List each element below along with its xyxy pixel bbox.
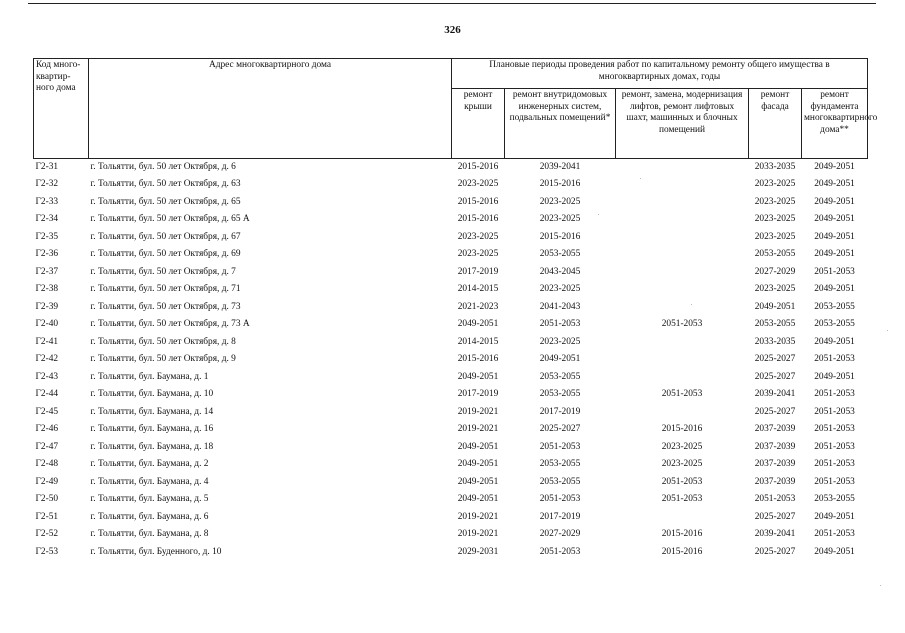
cell-code: Г2-40: [35, 319, 59, 330]
cell-facade: 2025-2027: [754, 406, 796, 417]
cell-facade: 2023-2025: [754, 214, 796, 225]
cell-address: г. Тольятти, бул. 50 лет Октября, д. 71: [90, 284, 241, 295]
cell-address: г. Тольятти, бул. 50 лет Октября, д. 8: [90, 336, 236, 347]
cell-address: г. Тольятти, бул. Баумана, д. 5: [90, 494, 209, 505]
cell-address: г. Тольятти, бул. Баумана, д. 6: [90, 511, 209, 522]
cell-address: г. Тольятти, бул. 50 лет Октября, д. 9: [90, 354, 236, 365]
cell-roof: 2019-2021: [457, 529, 499, 540]
cell-lifts: 2051-2053: [661, 494, 703, 505]
cell-foundation: 2049-2051: [814, 546, 855, 557]
cell-code: Г2-37: [35, 266, 59, 277]
capital-repair-table: [33, 58, 878, 562]
cell-code: Г2-35: [35, 231, 59, 242]
cell-lifts: 2015-2016: [661, 546, 703, 557]
cell-foundation: 2051-2053: [814, 476, 855, 487]
cell-internal-systems: 2017-2019: [539, 511, 581, 522]
cell-foundation: 2053-2055: [814, 319, 855, 330]
cell-code: Г2-49: [35, 476, 59, 487]
cell-code: Г2-44: [35, 389, 59, 400]
table-row: [34, 492, 868, 510]
cell-lifts: [616, 177, 749, 195]
cell-code: Г2-47: [35, 441, 59, 452]
cell-address: г. Тольятти, бул. 50 лет Октября, д. 73 А: [90, 319, 250, 330]
cell-internal-systems: 2053-2055: [539, 459, 581, 470]
table-row: [34, 544, 868, 562]
cell-foundation: 2049-2051: [814, 214, 855, 225]
cell-lifts: [616, 282, 749, 300]
cell-roof: 2015-2016: [457, 214, 499, 225]
cell-facade: 2037-2039: [754, 441, 796, 452]
table-row: [34, 422, 868, 440]
cell-facade: 2053-2055: [754, 249, 796, 260]
cell-roof: 2049-2051: [457, 441, 499, 452]
cell-internal-systems: 2023-2025: [539, 214, 581, 225]
table-row: [34, 282, 868, 300]
cell-foundation: 2049-2051: [814, 336, 855, 347]
cell-address: г. Тольятти, бул. Буденного, д. 10: [90, 546, 222, 557]
cell-lifts: 2015-2016: [661, 529, 703, 540]
cell-facade: 2025-2027: [754, 511, 796, 522]
header-facade: ремонт фасада: [749, 89, 802, 159]
cell-facade: 2051-2053: [754, 494, 796, 505]
cell-lifts: [616, 404, 749, 422]
cell-code: Г2-52: [35, 529, 59, 540]
header-foundation: ремонт фундамента многоквартирного дома**: [802, 89, 868, 159]
cell-lifts: [616, 159, 749, 177]
cell-code: Г2-51: [35, 511, 59, 522]
scan-speck: [691, 304, 692, 305]
cell-internal-systems: 2015-2016: [539, 231, 581, 242]
table-row: [34, 404, 868, 422]
cell-facade: 2025-2027: [754, 371, 796, 382]
cell-address: г. Тольятти, бул. 50 лет Октября, д. 67: [90, 231, 241, 242]
cell-address: г. Тольятти, бул. Баумана, д. 4: [90, 476, 209, 487]
table-row: [34, 194, 868, 212]
table-row: [34, 509, 868, 527]
cell-foundation: 2051-2053: [814, 424, 855, 435]
cell-roof: 2021-2023: [457, 301, 499, 312]
cell-internal-systems: 2023-2025: [539, 196, 581, 207]
cell-lifts: [616, 334, 749, 352]
table-row: [34, 527, 868, 545]
table-row: [34, 177, 868, 195]
cell-facade: 2037-2039: [754, 459, 796, 470]
cell-roof: 2014-2015: [457, 336, 499, 347]
cell-address: г. Тольятти, бул. 50 лет Октября, д. 69: [90, 249, 241, 260]
cell-address: г. Тольятти, бул. Баумана, д. 18: [90, 441, 214, 452]
cell-lifts: 2015-2016: [661, 424, 703, 435]
table-row: [34, 299, 868, 317]
cell-internal-systems: 2023-2025: [539, 336, 581, 347]
cell-foundation: 2049-2051: [814, 161, 855, 172]
cell-code: Г2-48: [35, 459, 59, 470]
cell-address: г. Тольятти, бул. Баумана, д. 14: [90, 406, 214, 417]
cell-code: Г2-33: [35, 196, 59, 207]
cell-address: г. Тольятти, бул. Баумана, д. 8: [90, 529, 209, 540]
cell-code: Г2-43: [35, 371, 59, 382]
scan-speck: [880, 585, 881, 586]
header-address: Адрес многоквартирного дома: [89, 59, 452, 159]
table-row: [34, 352, 868, 370]
cell-facade: 2023-2025: [754, 196, 796, 207]
cell-lifts: [616, 264, 749, 282]
cell-facade: 2023-2025: [754, 231, 796, 242]
cell-roof: 2019-2021: [457, 424, 499, 435]
table-row: [34, 317, 868, 335]
cell-lifts: [616, 299, 749, 317]
cell-facade: 2025-2027: [754, 354, 796, 365]
header-internal-systems: ремонт внутридомовых инженерных систем, подвальных помещений*: [505, 89, 616, 159]
cell-internal-systems: 2015-2016: [539, 179, 581, 190]
header-lifts: ремонт, замена, модернизация лифтов, ремонт лифтовых шахт, машинных и блочных помещений: [616, 89, 749, 159]
cell-lifts: [616, 194, 749, 212]
cell-lifts: [616, 229, 749, 247]
cell-code: Г2-41: [35, 336, 59, 347]
cell-roof: 2019-2021: [457, 406, 499, 417]
cell-lifts: [616, 509, 749, 527]
cell-roof: 2017-2019: [457, 389, 499, 400]
cell-facade: 2049-2051: [754, 301, 796, 312]
cell-lifts: 2051-2053: [661, 319, 703, 330]
cell-foundation: 2049-2051: [814, 371, 855, 382]
cell-code: Г2-53: [35, 546, 59, 557]
cell-foundation: 2049-2051: [814, 511, 855, 522]
cell-roof: 2029-2031: [457, 546, 499, 557]
cell-code: Г2-46: [35, 424, 59, 435]
cell-code: Г2-38: [35, 284, 59, 295]
cell-code: Г2-50: [35, 494, 59, 505]
cell-facade: 2053-2055: [754, 319, 796, 330]
table-row: [34, 229, 868, 247]
cell-internal-systems: 2017-2019: [539, 406, 581, 417]
cell-address: г. Тольятти, бул. Баумана, д. 10: [90, 389, 214, 400]
cell-lifts: 2023-2025: [661, 441, 703, 452]
cell-foundation: 2053-2055: [814, 301, 855, 312]
table-header: [34, 59, 878, 159]
cell-lifts: [616, 352, 749, 370]
cell-lifts: 2051-2053: [661, 476, 703, 487]
cell-lifts: 2023-2025: [661, 459, 703, 470]
cell-internal-systems: 2053-2055: [539, 389, 581, 400]
header-code: Код много-квартир-ного дома: [34, 59, 89, 159]
cell-roof: 2023-2025: [457, 249, 499, 260]
cell-foundation: 2051-2053: [814, 266, 855, 277]
cell-facade: 2027-2029: [754, 266, 796, 277]
cell-roof: 2015-2016: [457, 161, 499, 172]
cell-foundation: 2053-2055: [814, 494, 855, 505]
scan-speck: [887, 330, 888, 331]
cell-address: г. Тольятти, бул. 50 лет Октября, д. 73: [90, 301, 241, 312]
table-row: [34, 369, 868, 387]
cell-address: г. Тольятти, бул. Баумана, д. 16: [90, 424, 214, 435]
cell-internal-systems: 2027-2029: [539, 529, 581, 540]
table-row: [34, 474, 868, 492]
cell-internal-systems: 2049-2051: [539, 354, 581, 365]
cell-address: г. Тольятти, бул. 50 лет Октября, д. 63: [90, 179, 241, 190]
cell-internal-systems: 2051-2053: [539, 441, 581, 452]
cell-internal-systems: 2041-2043: [539, 301, 581, 312]
cell-facade: 2037-2039: [754, 476, 796, 487]
cell-lifts: [616, 212, 749, 230]
cell-address: г. Тольятти, бул. 50 лет Октября, д. 65 А: [90, 214, 250, 225]
cell-foundation: 2049-2051: [814, 284, 855, 295]
cell-internal-systems: 2053-2055: [539, 371, 581, 382]
cell-roof: 2049-2051: [457, 319, 499, 330]
cell-internal-systems: 2051-2053: [539, 319, 581, 330]
cell-foundation: 2049-2051: [814, 196, 855, 207]
cell-code: Г2-34: [35, 214, 59, 225]
cell-roof: 2015-2016: [457, 354, 499, 365]
cell-roof: 2049-2051: [457, 476, 499, 487]
cell-address: г. Тольятти, бул. 50 лет Октября, д. 65: [90, 196, 241, 207]
cell-foundation: 2051-2053: [814, 459, 855, 470]
cell-facade: 2023-2025: [754, 284, 796, 295]
cell-roof: 2023-2025: [457, 179, 499, 190]
cell-roof: 2019-2021: [457, 511, 499, 522]
cell-roof: 2023-2025: [457, 231, 499, 242]
cell-facade: 2025-2027: [754, 546, 796, 557]
page-number: 326: [444, 24, 461, 36]
cell-roof: 2015-2016: [457, 196, 499, 207]
cell-address: г. Тольятти, бул. Баумана, д. 1: [90, 371, 209, 382]
cell-address: г. Тольятти, бул. Баумана, д. 2: [90, 459, 209, 470]
cell-foundation: 2049-2051: [814, 179, 855, 190]
cell-address: г. Тольятти, бул. 50 лет Октября, д. 7: [90, 266, 236, 277]
top-rule: [28, 3, 876, 4]
cell-foundation: 2051-2053: [814, 389, 855, 400]
cell-internal-systems: 2023-2025: [539, 284, 581, 295]
table-row: [34, 159, 868, 177]
header-roof: ремонт крыши: [452, 89, 505, 159]
cell-internal-systems: 2051-2053: [539, 494, 581, 505]
cell-internal-systems: 2043-2045: [539, 266, 581, 277]
cell-roof: 2014-2015: [457, 284, 499, 295]
cell-internal-systems: 2051-2053: [539, 546, 581, 557]
cell-foundation: 2049-2051: [814, 249, 855, 260]
cell-roof: 2049-2051: [457, 371, 499, 382]
cell-internal-systems: 2039-2041: [539, 161, 581, 172]
table-row: [34, 334, 868, 352]
cell-facade: 2033-2035: [754, 336, 796, 347]
table-row: [34, 439, 868, 457]
cell-internal-systems: 2025-2027: [539, 424, 581, 435]
header-periods: Плановые периоды проведения работ по капитальному ремонту общего имущества в многоквартирных домах, годы: [452, 59, 868, 89]
table-row: [34, 264, 868, 282]
cell-roof: 2017-2019: [457, 266, 499, 277]
cell-lifts: [616, 247, 749, 265]
table-row: [34, 457, 868, 475]
cell-internal-systems: 2053-2055: [539, 249, 581, 260]
table-row: [34, 387, 868, 405]
cell-foundation: 2051-2053: [814, 406, 855, 417]
scan-speck: [640, 178, 641, 179]
table-row: [34, 247, 868, 265]
cell-code: Г2-45: [35, 406, 59, 417]
cell-foundation: 2051-2053: [814, 529, 855, 540]
cell-internal-systems: 2053-2055: [539, 476, 581, 487]
cell-code: Г2-39: [35, 301, 59, 312]
cell-address: г. Тольятти, бул. 50 лет Октября, д. 6: [90, 161, 236, 172]
table-row: [34, 212, 868, 230]
cell-lifts: 2051-2053: [661, 389, 703, 400]
cell-facade: 2039-2041: [754, 389, 796, 400]
cell-code: Г2-31: [35, 161, 59, 172]
cell-facade: 2033-2035: [754, 161, 796, 172]
cell-code: Г2-42: [35, 354, 59, 365]
cell-foundation: 2051-2053: [814, 441, 855, 452]
cell-roof: 2049-2051: [457, 494, 499, 505]
cell-code: Г2-36: [35, 249, 59, 260]
cell-roof: 2049-2051: [457, 459, 499, 470]
cell-lifts: [616, 369, 749, 387]
table-body: [34, 159, 868, 562]
cell-facade: 2037-2039: [754, 424, 796, 435]
cell-code: Г2-32: [35, 179, 59, 190]
cell-foundation: 2051-2053: [814, 354, 855, 365]
cell-facade: 2023-2025: [754, 179, 796, 190]
scan-speck: [598, 214, 599, 215]
cell-facade: 2039-2041: [754, 529, 796, 540]
cell-foundation: 2049-2051: [814, 231, 855, 242]
